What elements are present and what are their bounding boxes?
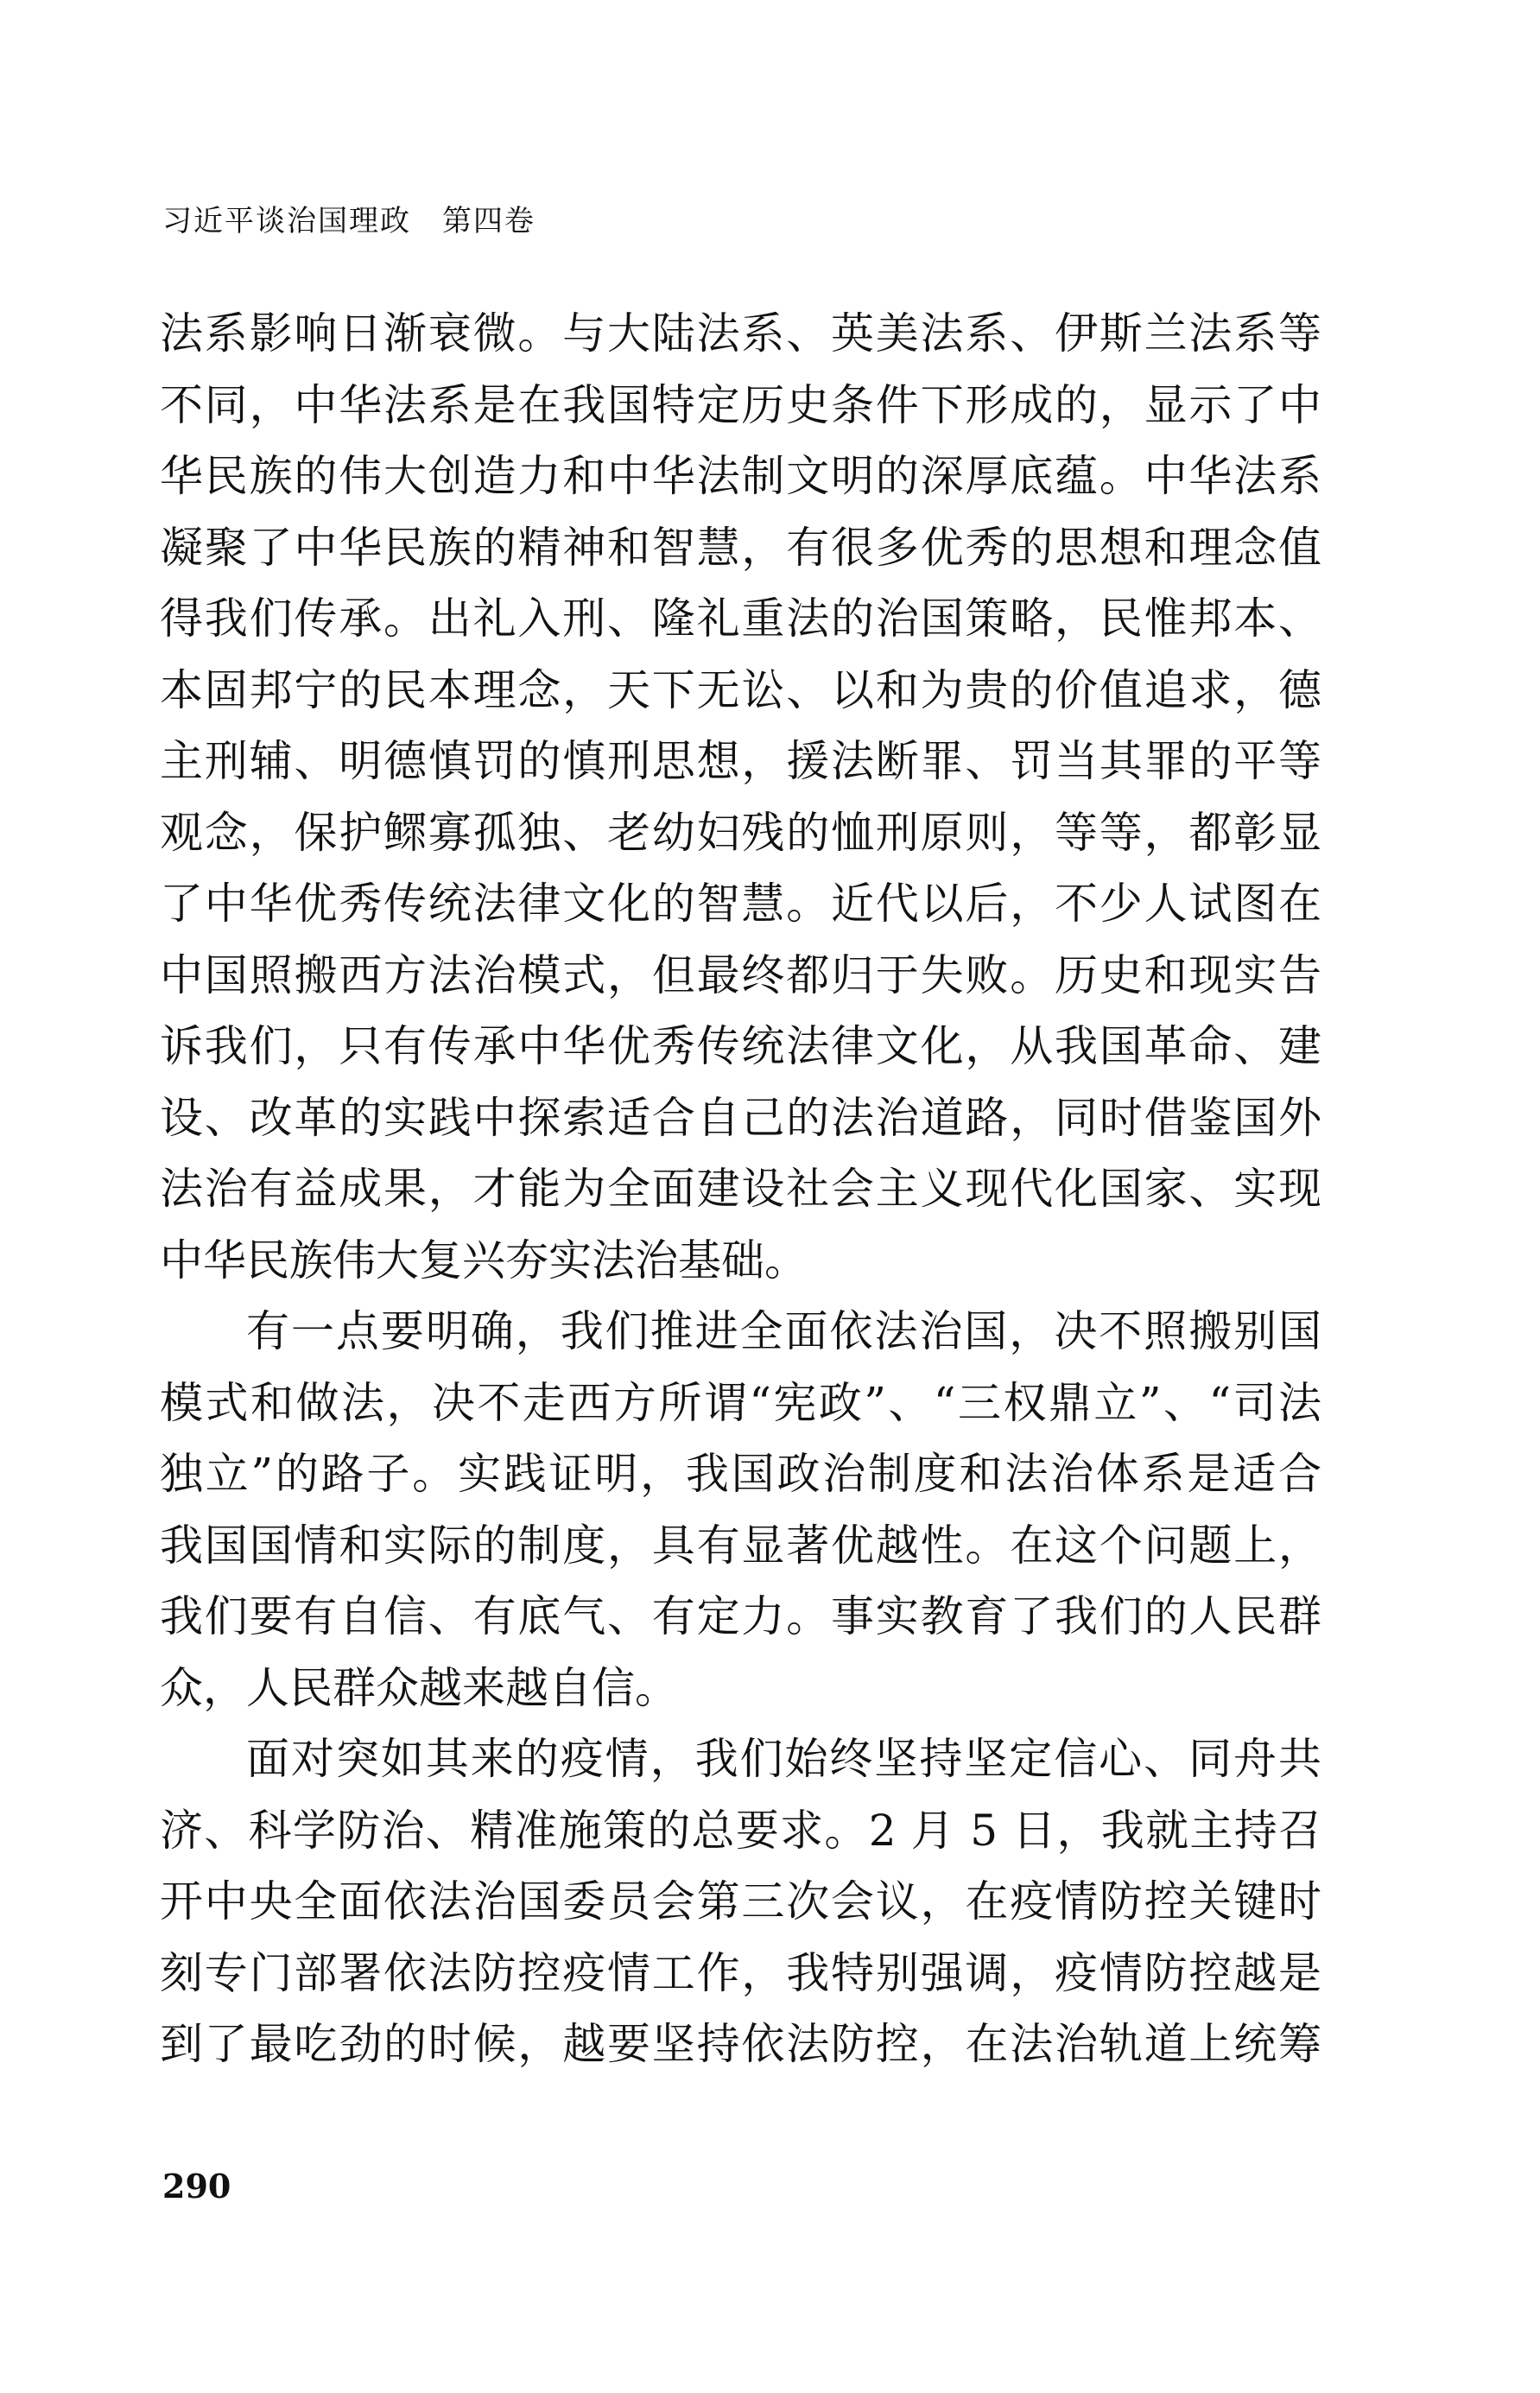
text-line: 到了最吃劲的时候，越要坚持依法防控，在法治轨道上统筹 bbox=[160, 2019, 1321, 2069]
text-line: 观念，保护鳏寡孤独、老幼妇残的恤刑原则，等等，都彰显 bbox=[160, 807, 1321, 858]
text-line: 众，人民群众越来越自信。 bbox=[160, 1662, 678, 1713]
text-line: 中国照搬西方法治模式，但最终都归于失败。历史和现实告 bbox=[160, 949, 1321, 1000]
text-line: 得我们传承。出礼入刑、隆礼重法的治国策略，民惟邦本、 bbox=[160, 593, 1321, 644]
text-line: 了中华优秀传统法律文化的智慧。近代以后，不少人试图在 bbox=[160, 879, 1321, 929]
text-line: 有一点要明确，我们推进全面依法治国，决不照搬别国 bbox=[246, 1306, 1321, 1356]
paragraph-1 bbox=[160, 298, 1321, 1296]
text-line: 法治有益成果，才能为全面建设社会主义现代化国家、实现 bbox=[160, 1164, 1321, 1214]
text-line: 设、改革的实践中探索适合自己的法治道路，同时借鉴国外 bbox=[160, 1092, 1321, 1143]
text-line: 不同，中华法系是在我国特定历史条件下形成的，显示了中 bbox=[160, 379, 1321, 430]
text-line: 诉我们，只有传承中华优秀传统法律文化，从我国革命、建 bbox=[160, 1021, 1321, 1071]
text-line: 法系影响日渐衰微。与大陆法系、英美法系、伊斯兰法系等 bbox=[160, 308, 1321, 359]
paragraph-2 bbox=[160, 1296, 1321, 1723]
text-line: 本固邦宁的民本理念，天下无讼、以和为贵的价值追求，德 bbox=[160, 664, 1321, 715]
text-line: 面对突如其来的疫情，我们始终坚持坚定信心、同舟共 bbox=[246, 1734, 1321, 1784]
text-line: 我们要有自信、有底气、有定力。事实教育了我们的人民群 bbox=[160, 1591, 1321, 1641]
text-line: 华民族的伟大创造力和中华法制文明的深厚底蕴。中华法系 bbox=[160, 451, 1321, 501]
text-line: 凝聚了中华民族的精神和智慧，有很多优秀的思想和理念值 bbox=[160, 522, 1321, 573]
text-line: 刻专门部署依法防控疫情工作，我特别强调，疫情防控越是 bbox=[160, 1947, 1321, 1998]
text-line: 开中央全面依法治国委员会第三次会议，在疫情防控关键时 bbox=[160, 1876, 1321, 1926]
text-line: 独立”的路子。实践证明，我国政治制度和法治体系是适合 bbox=[160, 1449, 1321, 1499]
text-line: 模式和做法，决不走西方所谓“宪政”、“三权鼎立”、“司法 bbox=[160, 1377, 1321, 1428]
body-text bbox=[160, 298, 1321, 2080]
running-head: 习近平谈治国理政 第四卷 bbox=[162, 204, 536, 238]
text-line: 济、科学防治、精准施策的总要求。2 月 5 日，我就主持召 bbox=[160, 1805, 1321, 1856]
text-line: 我国国情和实际的制度，具有显著优越性。在这个问题上， bbox=[160, 1520, 1321, 1571]
text-line: 主刑辅、明德慎罚的慎刑思想，援法断罪、罚当其罪的平等 bbox=[160, 736, 1321, 786]
text-line: 中华民族伟大复兴夯实法治基础。 bbox=[160, 1235, 808, 1285]
page-number: 290 bbox=[162, 2167, 231, 2206]
paragraph-3 bbox=[160, 1723, 1321, 2080]
